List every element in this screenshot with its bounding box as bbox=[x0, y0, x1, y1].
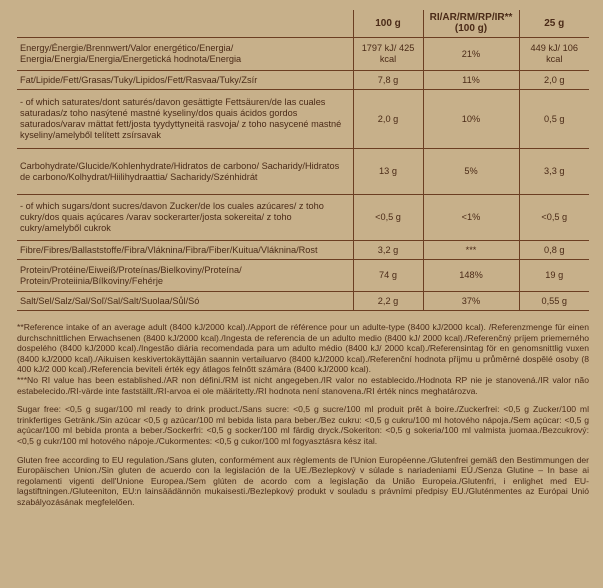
value-25g: 0,8 g bbox=[519, 241, 589, 260]
value-25g: 0,55 g bbox=[519, 292, 589, 311]
gluten-free-note: Gluten free according to EU regulation./Sans gluten, conformément aux règlements de l'Union Européenne./Glutenfrei gemäß den Bestimmungen der Europäischen Union./Sin gluten de acuerdo con la legislación de la UE./Bezlepkový v súlade s nariadeniami EÚ./Senza Glutine – In base ai regolamenti vigenti dell'Unione Europea./Sem glúten de acordo com a legislação da União Europeia./Glutenfri, i enlighet med EU-lagstiftningen./Gluteeniton, EU:n lainsäädännön mukaisesti./Bezlepkový produkt v souladu s právními předpisy EU./Gluténmentes az Európai Unió szabályozásának megfelelően. bbox=[17, 454, 589, 507]
value-100g: 7,8 g bbox=[353, 71, 423, 90]
table-header-row bbox=[17, 10, 589, 38]
value-25g: 0,5 g bbox=[519, 90, 589, 149]
sugar-free-note: Sugar free: <0,5 g sugar/100 ml ready to drink product./Sans sucre: <0,5 g sucre/100 ml produit prêt à boire./Zuckerfrei: <0,5 g Zucker/100 ml trinkfertiges Getränk./Sin azúcar <0,5 g azúcar/100 ml bebida lista para beber./Bez cukru: <0,5 g cukru/100 ml hotového nápoja./Sem açúcar: <0,5 g açúcar/100 ml bebida pronta a beber./Sockerfri: <0,5 g socker/100 ml färdig dryck./Sokeriton: <0,5 g sokeria/100 ml valmista juomaa./Bezcukrový: <0,5 g cukr/100 ml hotového nápoje./Cukormentes: <0,5 g cukor/100 ml fogyasztásra kész ital. bbox=[17, 404, 589, 446]
value-100g: 3,2 g bbox=[353, 241, 423, 260]
reference-intake-note: **Reference intake of an average adult (8400 kJ/2000 kcal)./Apport de référence pour un adulte-type (8400 kJ/2000 kcal). /Referenzmenge für einen durchschnittlichen Erwachsenen (8400 kJ/2000 kcal)./Ingesta de referencia de un adulto medio (8400 kJ/ 2000 kcal)./Referenčný príjem priemerného dospelého (8400 kJ/2000 kcal)./Ingestão diária recomendada para um adulto médio (8400 kJ/ 2000 kcal)./Referensintag för en genomsnittlig vuxen (8400 kJ/2000 kcal)./Aikuisen keskivertokäyttäjän saannin vertailuarvo (8400 kJ/2000 kcal)./Referenční hodnota příjmu u průměrné dospělé osoby (8 400 kJ/2 000 kcal)./Referencia beviteli érték egy átlagos felnőtt számára (8400 kJ/2000 kcal). bbox=[17, 322, 589, 375]
header-100g: 100 g bbox=[353, 10, 423, 38]
value-100g: 74 g bbox=[353, 260, 423, 292]
row-label: Fat/Lipide/Fett/Grasas/Tuky/Lipidos/Fett/Rasvaa/Tuky/Zsír bbox=[17, 71, 353, 90]
row-label: - of which sugars/dont sucres/davon Zucker/de los cuales azúcares/ z toho cukry/dos quais açúcares /varav sockerarter/josta sokereita/ z toho cukry/amelyből cukrok bbox=[17, 195, 353, 241]
header-ri bbox=[423, 10, 519, 38]
value-100g: <0,5 g bbox=[353, 195, 423, 241]
table-row-carbohydrate bbox=[17, 149, 589, 195]
value-25g: 19 g bbox=[519, 260, 589, 292]
table-row-fat bbox=[17, 71, 589, 90]
value-ri: 37% bbox=[423, 292, 519, 311]
table-row-saturates bbox=[17, 90, 589, 149]
row-label: Protein/Protéine/Eiweiß/Proteínas/Bielkoviny/Proteína/ Protein/Proteiinia/Bílkoviny/Fehérje bbox=[17, 260, 353, 292]
value-ri: 11% bbox=[423, 71, 519, 90]
value-100g: 2,2 g bbox=[353, 292, 423, 311]
header-25g: 25 g bbox=[519, 10, 589, 38]
header-label-cell bbox=[17, 10, 353, 38]
table-row-salt bbox=[17, 292, 589, 311]
value-ri: 5% bbox=[423, 149, 519, 195]
table-row-sugars bbox=[17, 195, 589, 241]
value-100g: 2,0 g bbox=[353, 90, 423, 149]
table-row-energy bbox=[17, 38, 589, 71]
row-label: Salt/Sel/Salz/Sal/Soľ/Sal/Salt/Suolaa/Sůl/Só bbox=[17, 292, 353, 311]
value-25g: 3,3 g bbox=[519, 149, 589, 195]
no-ri-note: ***No RI value has been established./AR non défini./RM ist nicht angegeben./IR valor no establecido./Hodnota RP nie je stanovená./IR valor não estabelecido./RI-värde inte fastställt./RI-arvoa ei ole määritetty./RI hodnota není stanovena./RI érték nincs meghatározva. bbox=[17, 374, 589, 396]
row-label: Energy/Énergie/Brennwert/Valor energético/Energia/ Energia/Energia/Energia/Energetická hodnota/Energia bbox=[17, 38, 353, 71]
value-ri: 148% bbox=[423, 260, 519, 292]
value-ri: 21% bbox=[423, 38, 519, 71]
row-label: Carbohydrate/Glucide/Kohlenhydrate/Hidratos de carbono/ Sacharidy/Hidratos de carbono/Kolhydrat/Hiilihydraattia/ Sacharidy/Szénhidrát bbox=[17, 149, 353, 195]
value-ri: <1% bbox=[423, 195, 519, 241]
value-25g: 449 kJ/ 106 kcal bbox=[519, 38, 589, 71]
header-ri-title: RI/AR/RM/RP/IR** bbox=[429, 12, 513, 23]
value-ri: *** bbox=[423, 241, 519, 260]
value-ri: 10% bbox=[423, 90, 519, 149]
table-row-protein bbox=[17, 260, 589, 292]
value-100g: 13 g bbox=[353, 149, 423, 195]
footnotes bbox=[17, 322, 589, 516]
nutrition-table bbox=[17, 10, 589, 311]
row-label: Fibre/Fibres/Ballaststoffe/Fibra/Vláknina/Fibra/Fiber/Kuitua/Vláknina/Rost bbox=[17, 241, 353, 260]
row-label: - of which saturates/dont saturés/davon gesättigte Fettsäuren/de las cuales saturadas/z toho nasýtené mastné kyseliny/dos quais ácidos gordos saturados/varav mättat fett/josta tyydyttyneitä rasvoja/ z toho nasycené mastné kyseliny/amelyből telített zsírsavak bbox=[17, 90, 353, 149]
table-row-fibre bbox=[17, 241, 589, 260]
value-25g: <0,5 g bbox=[519, 195, 589, 241]
value-100g: 1797 kJ/ 425 kcal bbox=[353, 38, 423, 71]
value-25g: 2,0 g bbox=[519, 71, 589, 90]
header-ri-sub: (100 g) bbox=[454, 23, 488, 34]
